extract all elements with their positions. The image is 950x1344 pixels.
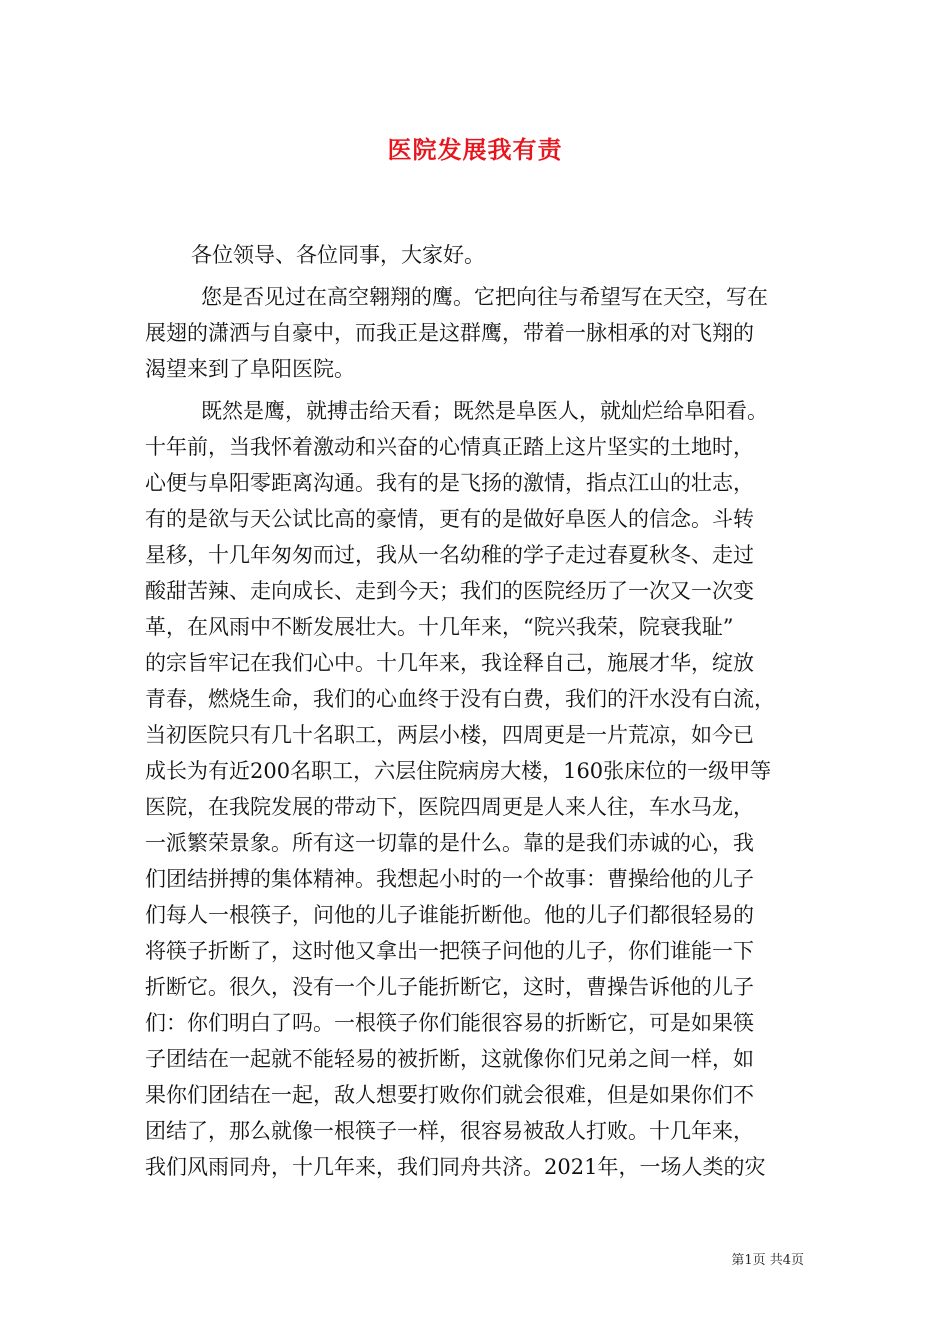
- document-body: [145, 237, 805, 1185]
- text-line: 子团结在一起就不能轻易的被折断，这就像你们兄弟之间一样，如: [145, 1047, 754, 1071]
- text-line: 酸甜苦辣、走向成长、走到今天；我们的医院经历了一次又一次变: [145, 579, 754, 603]
- text-line: 果你们团结在一起，敌人想要打败你们就会很难，但是如果你们不: [145, 1083, 754, 1107]
- text-line: 青春，燃烧生命，我们的心血终于没有白费，我们的汗水没有白流，: [145, 687, 775, 711]
- text-line: 折断它。很久，没有一个儿子能折断它，这时，曹操告诉他的儿子: [145, 975, 754, 999]
- text-line: 当初医院只有几十名职工，两层小楼，四周更是一片荒凉，如今已: [145, 723, 754, 747]
- text-line: 一派繁荣景象。所有这一切靠的是什么。靠的是我们赤诚的心，我: [145, 831, 754, 855]
- text-line: 团结了，那么就像一根筷子一样，很容易被敌人打败。十几年来，: [145, 1119, 754, 1143]
- text-line: 展翅的潇洒与自豪中，而我正是这群鹰，带着一脉相承的对飞翔的: [145, 321, 754, 345]
- document-title: 医院发展我有责: [387, 135, 563, 164]
- greeting-line: 各位领导、各位同事，大家好。: [191, 243, 485, 267]
- text-line: 们：你们明白了吗。一根筷子你们能很容易的折断它，可是如果筷: [145, 1011, 754, 1035]
- text-line: 医院，在我院发展的带动下，医院四周更是人来人往，车水马龙，: [145, 795, 754, 819]
- text-line: 心便与阜阳零距离沟通。我有的是飞扬的激情，指点江山的壮志，: [145, 471, 754, 495]
- text-line: 有的是欲与天公试比高的豪情，更有的是做好阜医人的信念。斗转: [145, 507, 754, 531]
- text-line: 成长为有近200名职工，六层住院病房大楼，160张床位的一级甲等: [145, 759, 772, 783]
- text-line: 的宗旨牢记在我们心中。十几年来，我诠释自己，施展才华，绽放: [145, 651, 754, 675]
- text-line: 革，在风雨中不断发展壮大。十几年来，“院兴我荣，院衰我耻”: [145, 615, 734, 639]
- text-line: 们团结拼搏的集体精神。我想起小时的一个故事：曹操给他的儿子: [145, 867, 754, 891]
- text-line: 您是否见过在高空翱翔的鹰。它把向往与希望写在天空，写在: [201, 285, 768, 309]
- page-number: 第1页 共4页: [731, 1253, 804, 1268]
- text-line: 十年前，当我怀着激动和兴奋的心情真正踏上这片坚实的土地时，: [145, 435, 754, 459]
- text-line: 既然是鹰，就搏击给天看；既然是阜医人，就灿烂给阜阳看。: [201, 399, 768, 423]
- text-line: 我们风雨同舟，十几年来，我们同舟共济。2021年，一场人类的灾: [145, 1155, 766, 1179]
- text-line: 渴望来到了阜阳医院。: [145, 357, 355, 381]
- text-line: 将筷子折断了，这时他又拿出一把筷子问他的儿子，你们谁能一下: [145, 939, 754, 963]
- text-line: 们每人一根筷子，问他的儿子谁能折断他。他的儿子们都很轻易的: [145, 903, 754, 927]
- text-line: 星移，十几年匆匆而过，我从一名幼稚的学子走过春夏秋冬、走过: [145, 543, 754, 567]
